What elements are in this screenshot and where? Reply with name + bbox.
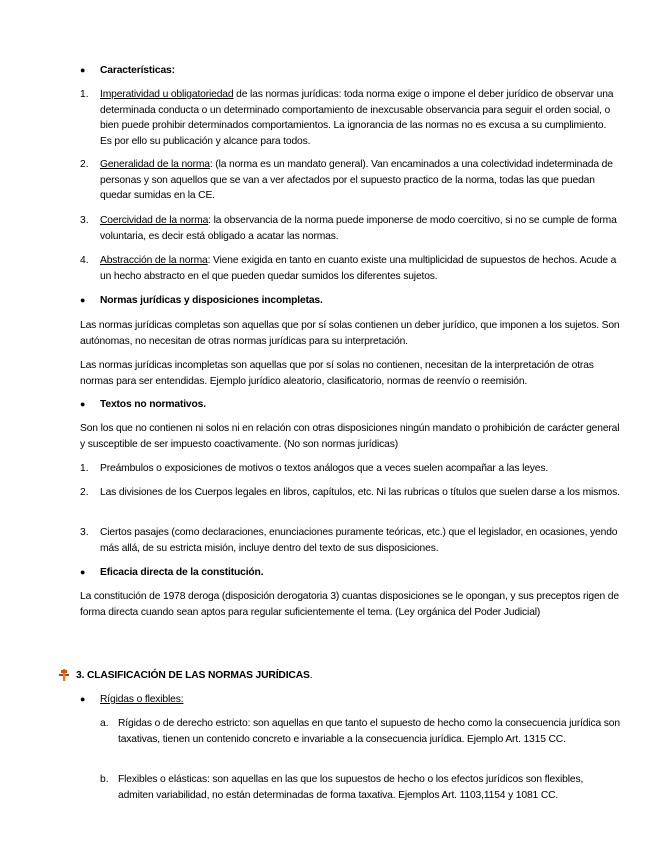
heading-eficacia: Eficacia directa de la constitución. bbox=[100, 567, 264, 578]
list-item-flexibles: Flexibles o elásticas: son aquellas en las que los supuestos de hecho o los efectos jurídicos son flexibles, admiten variabilidad, no están determinadas de forma taxativa. Ejemplos Art. 1103,1154 y 1081 CC. bbox=[118, 774, 584, 801]
term: Abstracción de la norma bbox=[100, 255, 208, 266]
section-title: 3. CLASIFICACIÓN DE LAS NORMAS JURÍDICAS bbox=[76, 670, 310, 681]
paragraph-textos-no-normativos: Son los que no contienen ni solos ni en relación con otras disposiciones ningún mandato o prohibición de carácter general y susceptible de ser impuesto coactivamente. (No son normas jurídicas) bbox=[80, 423, 620, 450]
list-letter: b. bbox=[100, 774, 109, 785]
bullet: ● bbox=[80, 295, 86, 305]
item-text: de las normas jurídicas: toda norma exige o impone el deber jurídico de observar una determinada conducta o un determinado comportamiento de inexcusable observancia para seguir el orden social, o bien puede prohibir determinados comportamientos. La ignorancia de las normas no es excusa a su cumplimiento. Es por ello su publicación y alcance para todos. bbox=[100, 89, 614, 148]
paragraph-normas-incompletas: Las normas jurídicas incompletas son aquellas que por sí solas no contienen, necesitan de la interpretación de otras normas para ser entendidas. Ejemplo jurídico aleatorio, clasificatorio, normas de reenvío o reemisión. bbox=[80, 360, 594, 387]
list-item-generalidad bbox=[100, 157, 620, 204]
list-letter: a. bbox=[100, 718, 109, 729]
heading-normas-incompletas: Normas jurídicas y disposiciones incompletas. bbox=[100, 295, 323, 306]
list-number: 2. bbox=[80, 487, 89, 498]
list-number: 2. bbox=[80, 159, 89, 170]
bullet: ● bbox=[80, 567, 86, 577]
list-item-coercividad bbox=[100, 213, 620, 244]
list-item-divisiones: Las divisiones de los Cuerpos legales en libros, capítulos, etc. Ni las rubricas o títulos que suelen darse a los mismos. bbox=[100, 487, 620, 498]
item-text: : la observancia de la norma puede imponerse de modo coercitivo, si no se cumple de forma voluntaria, es decir está obligado a acatar las normas. bbox=[100, 215, 617, 242]
heading-caracteristicas: Características: bbox=[100, 65, 175, 76]
list-number: 1. bbox=[80, 463, 89, 474]
paragraph-eficacia: La constitución de 1978 deroga (disposición derogatoria 3) cuantas disposiciones se le opongan, y sus preceptos rigen de forma directa cuando sean aptos para regular suficientemente el tema. (Ley orgánica del Poder Judicial) bbox=[80, 591, 619, 618]
list-item-pasajes: Ciertos pasajes (como declaraciones, enunciaciones puramente teóricas, etc.) que el legislador, en ocasiones, yendo más allá, de su estricta misión, incluye dentro del texto de sus disposiciones. bbox=[100, 527, 618, 554]
term: Coercividad de la norma bbox=[100, 215, 209, 226]
list-number: 3. bbox=[80, 215, 89, 226]
item-text: : (la norma es un mandato general). Van encaminados a una colectividad indeterminada de personas y son aquellos que se van a ver afectados por el supuesto practico de la norma, todas las que puedan quedar sumidas en la CE. bbox=[100, 159, 613, 202]
list-item-preambulos: Preámbulos o exposiciones de motivos o textos análogos que a veces suelen acompañar a las leyes. bbox=[100, 463, 549, 474]
list-item-abstraccion bbox=[100, 253, 620, 284]
section-heading-clasificacion bbox=[76, 668, 312, 684]
list-number: 1. bbox=[80, 89, 89, 100]
bullet: ● bbox=[80, 694, 86, 704]
item-text: : Viene exigida en tanto en cuanto existe una multiplicidad de supuestos de hechos. Acude a un hecho abstracto en el que pueden quedar sumidos los diferentes sujetos. bbox=[100, 255, 617, 282]
pushpin-icon bbox=[58, 668, 70, 682]
list-item-rigidas: Rígidas o de derecho estricto: son aquellas en que tanto el supuesto de hecho como la consecuencia jurídica son taxativas, tienen un contenido concreto e invariable a la consecuencia jurídica. Ejemplo Art. 1315 CC. bbox=[118, 718, 620, 745]
list-number: 3. bbox=[80, 527, 89, 538]
term: Generalidad de la norma bbox=[100, 159, 210, 170]
term: Imperatividad u obligatoriedad bbox=[100, 89, 234, 100]
section-title-dot: . bbox=[309, 670, 313, 681]
heading-textos-no-normativos: Textos no normativos. bbox=[100, 399, 206, 410]
bullet: ● bbox=[80, 399, 86, 409]
list-item-imperatividad bbox=[100, 87, 620, 150]
bullet: ● bbox=[80, 65, 86, 75]
list-number: 4. bbox=[80, 255, 89, 266]
sub-heading-rigidas-flexibles: Rígidas o flexibles: bbox=[100, 694, 184, 705]
paragraph-normas-completas: Las normas jurídicas completas son aquellas que por sí solas contienen un deber jurídico, que imponen a los sujetos. Son autónomas, no necesitan de otras normas jurídicas para su interpretación. bbox=[80, 320, 620, 347]
